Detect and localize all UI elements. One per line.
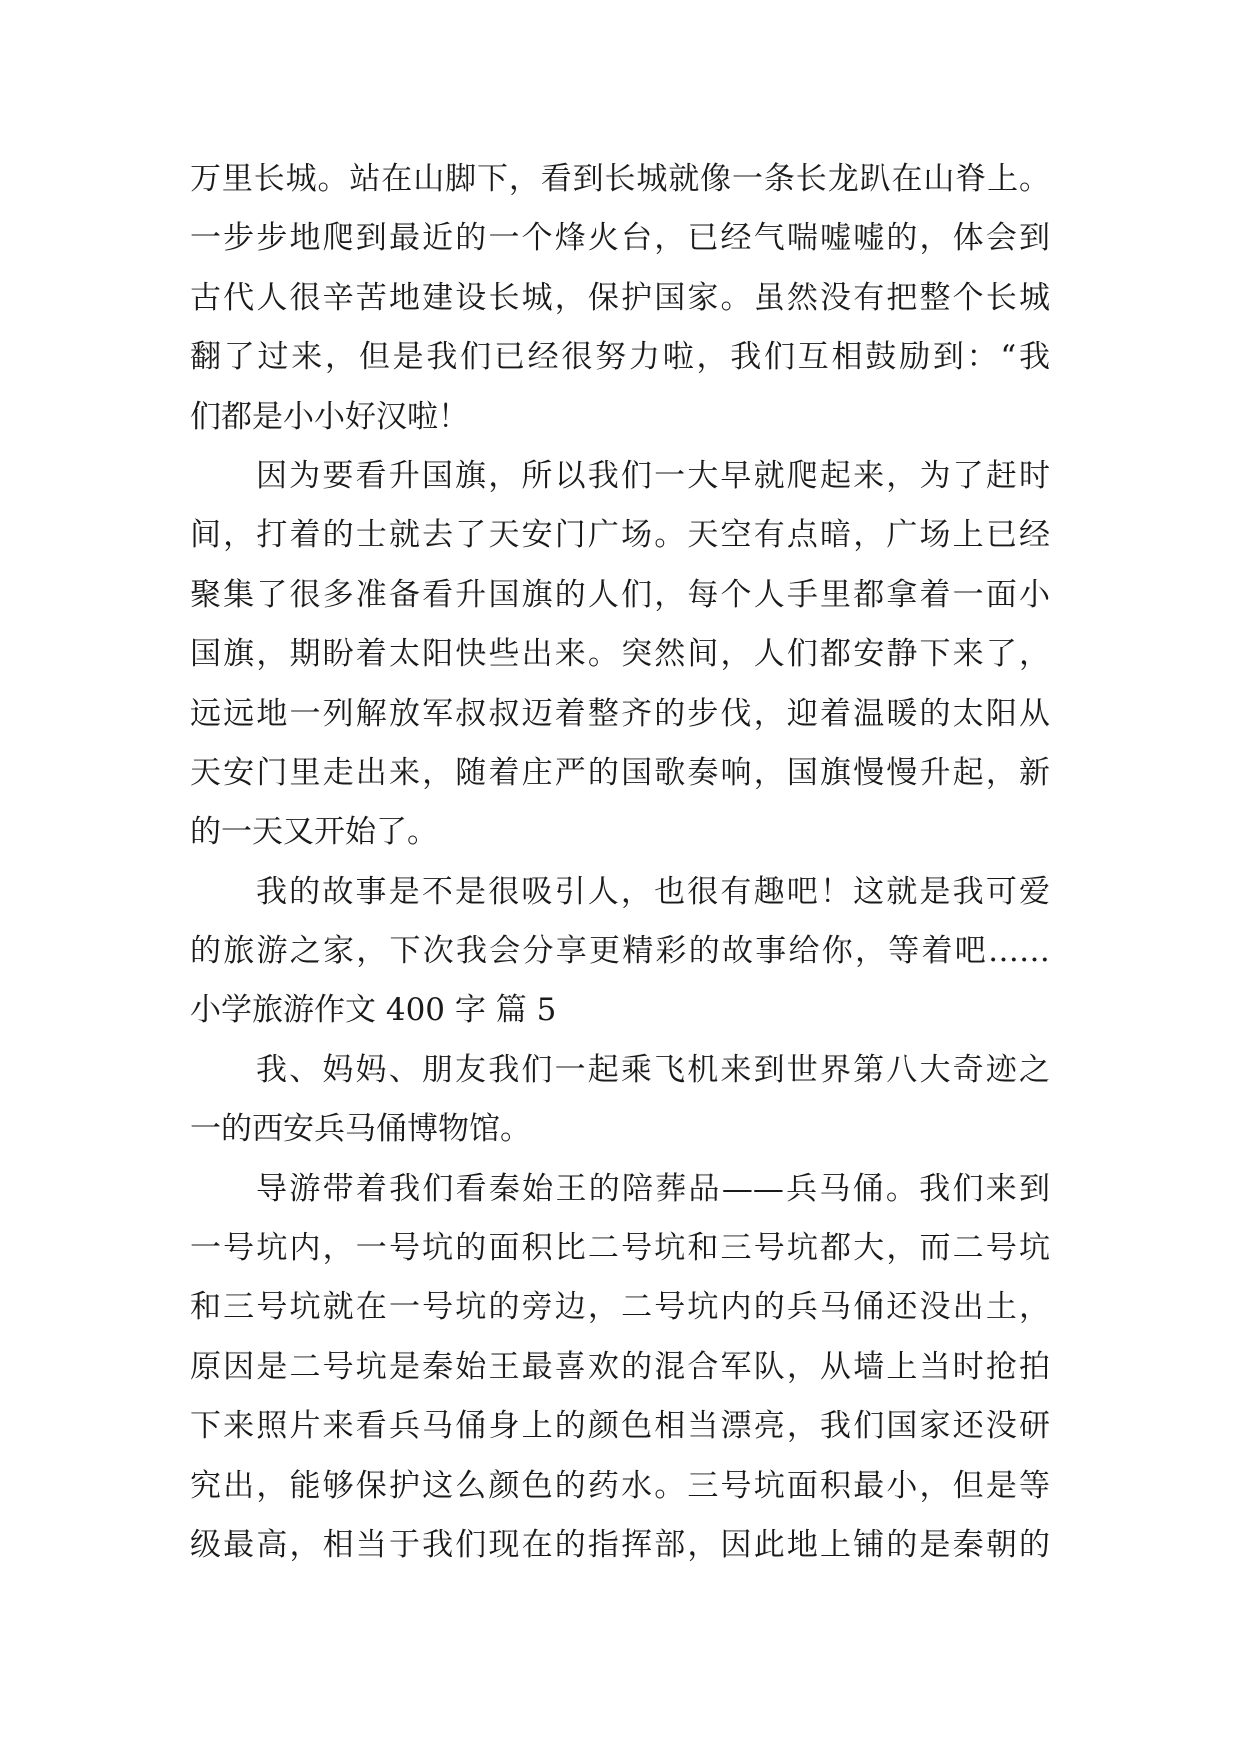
text-line: 聚集了很多准备看升国旗的人们，每个人手里都拿着一面小 bbox=[190, 576, 1050, 613]
text-line: 天安门里走出来，随着庄严的国歌奏响，国旗慢慢升起，新 bbox=[190, 754, 1050, 791]
text-line: 远远地一列解放军叔叔迈着整齐的步伐，迎着温暖的太阳从 bbox=[190, 695, 1050, 732]
paragraph-first-line: 我的故事是不是很吸引人，也很有趣吧！这就是我可爱 bbox=[256, 873, 1050, 910]
text-line: 原因是二号坑是秦始王最喜欢的混合军队，从墙上当时抢拍 bbox=[190, 1348, 1050, 1385]
text-line: 一号坑内，一号坑的面积比二号坑和三号坑都大，而二号坑 bbox=[190, 1230, 1050, 1267]
text-line: 究出，能够保护这么颜色的药水。三号坑面积最小，但是等 bbox=[190, 1467, 1050, 1504]
text-line: 们都是小小好汉啦！ bbox=[190, 398, 469, 435]
text-line: 一的西安兵马俑博物馆。 bbox=[190, 1111, 531, 1148]
paragraph-first-line: 因为要看升国旗，所以我们一大早就爬起来，为了赶时 bbox=[256, 457, 1050, 494]
text-line: 古代人很辛苦地建设长城，保护国家。虽然没有把整个长城 bbox=[190, 279, 1050, 316]
text-line: 级最高，相当于我们现在的指挥部，因此地上铺的是秦朝的 bbox=[190, 1526, 1050, 1563]
text-line: 和三号坑就在一号坑的旁边，二号坑内的兵马俑还没出土， bbox=[190, 1289, 1050, 1326]
paragraph-first-line: 我、妈妈、朋友我们一起乘飞机来到世界第八大奇迹之 bbox=[256, 1051, 1050, 1088]
document-body bbox=[190, 150, 1050, 1575]
text-line: 的一天又开始了。 bbox=[190, 814, 438, 851]
section-heading: 小学旅游作文 400 字 篇 5 bbox=[190, 992, 557, 1029]
paragraph-first-line: 导游带着我们看秦始王的陪葬品——兵马俑。我们来到 bbox=[256, 1170, 1050, 1207]
text-line: 翻了过来，但是我们已经很努力啦，我们互相鼓励到：“我 bbox=[190, 339, 1050, 376]
text-line: 的旅游之家，下次我会分享更精彩的故事给你，等着吧…… bbox=[190, 933, 1050, 970]
text-line: 国旗，期盼着太阳快些出来。突然间，人们都安静下来了， bbox=[190, 636, 1050, 673]
text-line: 一步步地爬到最近的一个烽火台，已经气喘嘘嘘的，体会到 bbox=[190, 220, 1050, 257]
text-line: 间，打着的士就去了天安门广场。天空有点暗，广场上已经 bbox=[190, 517, 1050, 554]
text-line: 下来照片来看兵马俑身上的颜色相当漂亮，我们国家还没研 bbox=[190, 1408, 1050, 1445]
text-line: 万里长城。站在山脚下，看到长城就像一条长龙趴在山脊上。 bbox=[190, 161, 1050, 197]
